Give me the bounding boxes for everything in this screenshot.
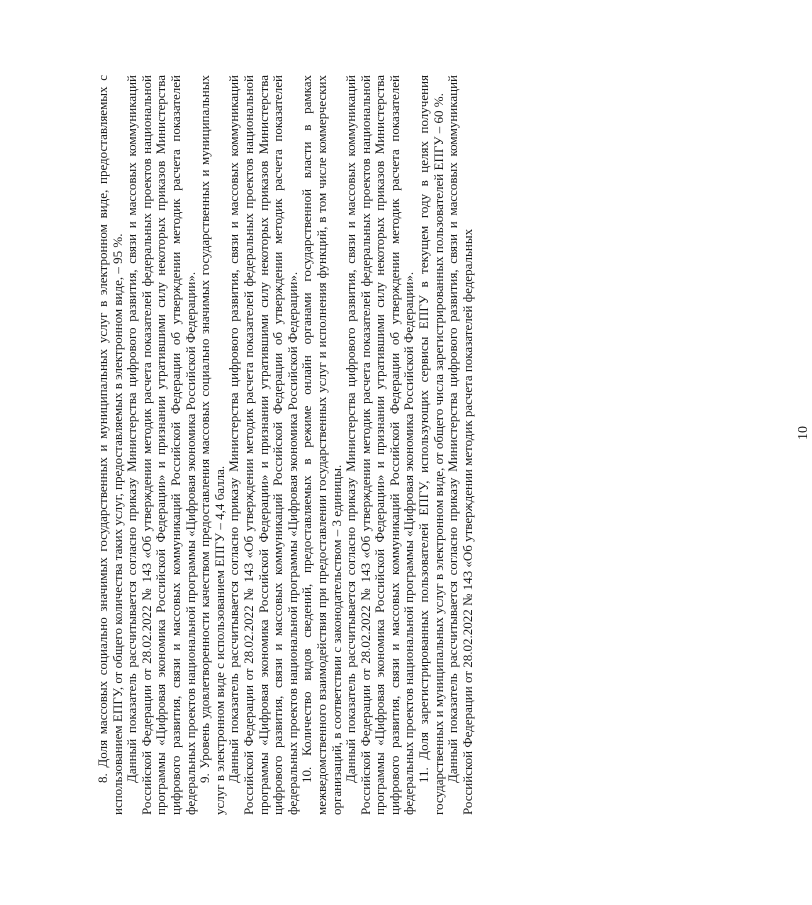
document-body [96,75,566,815]
paragraph-11-method: Данный показатель рассчитывается согласно приказу Министерства цифрового развития, связи и массовых коммуникаций Российской Федерации от 28.02.2022 № 143 «Об утверждении методик расчета показателей федеральных [445,75,475,815]
paragraph-10: 10. Количество видов сведений, предоставляемых в режиме онлайн органами государственной власти в рамках межведомственного взаимодействия при предоставлении государственных услуг и исполнения функций, в том числе коммерческих организаций, в соответствии с законодательством – 3 единицы. [299,75,344,815]
page-number: 10 [796,426,811,440]
paragraph-8: 8. Доля массовых социально значимых государственных и муниципальных услуг в электронном виде, предоставляемых с использованием ЕПГУ, от общего количества таких услуг, предоставляемых в электронном виде, – 95 %. [95,75,125,815]
paragraph-8-method: Данный показатель рассчитывается согласно приказу Министерства цифрового развития, связи и массовых коммуникаций Российской Федерации от 28.02.2022 № 143 «Об утверждении методик расчета показателей федеральных проектов национальной программы «Цифровая экономика Российской Федерации» и признании утратившими силу некоторых приказов Министерства цифрового развития, связи и массовых коммуникаций Российской Федерации об утверждении методик расчета показателей федеральных проектов национальной программы «Цифровая экономика Российской Федерации». [124,75,198,815]
paragraph-9: 9. Уровень удовлетворенности качеством предоставления массовых социально значимых государственных и муниципальных услуг в электронном виде с использованием ЕПГУ – 4,4 балла. [197,75,227,815]
paragraph-10-method: Данный показатель рассчитывается согласно приказу Министерства цифрового развития, связи и массовых коммуникаций Российской Федерации от 28.02.2022 № 143 «Об утверждении методик расчета показателей федеральных проектов национальной программы «Цифровая экономика Российской Федерации» и признании утратившими силу некоторых приказов Министерства цифрового развития, связи и массовых коммуникаций Российской Федерации об утверждении методик расчета показателей федеральных проектов национальной программы «Цифровая экономика Российской Федерации». [343,75,417,815]
paragraph-11: 11. Доля зарегистрированных пользователей ЕПГУ, использующих сервисы ЕПГУ в текущем году в целях получения государственных и муниципальных услуг в электронном виде, от общего числа зарегистрированных пользователей ЕПГУ – 60 %. [416,75,446,815]
paragraph-9-method: Данный показатель рассчитывается согласно приказу Министерства цифрового развития, связи и массовых коммуникаций Российской Федерации от 28.02.2022 № 143 «Об утверждении методик расчета показателей федеральных проектов национальной программы «Цифровая экономика Российской Федерации» и признании утратившими силу некоторых приказов Министерства цифрового развития, связи и массовых коммуникаций Российской Федерации об утверждении методик расчета показателей федеральных проектов национальной программы «Цифровая экономика Российской Федерации». [226,75,300,815]
